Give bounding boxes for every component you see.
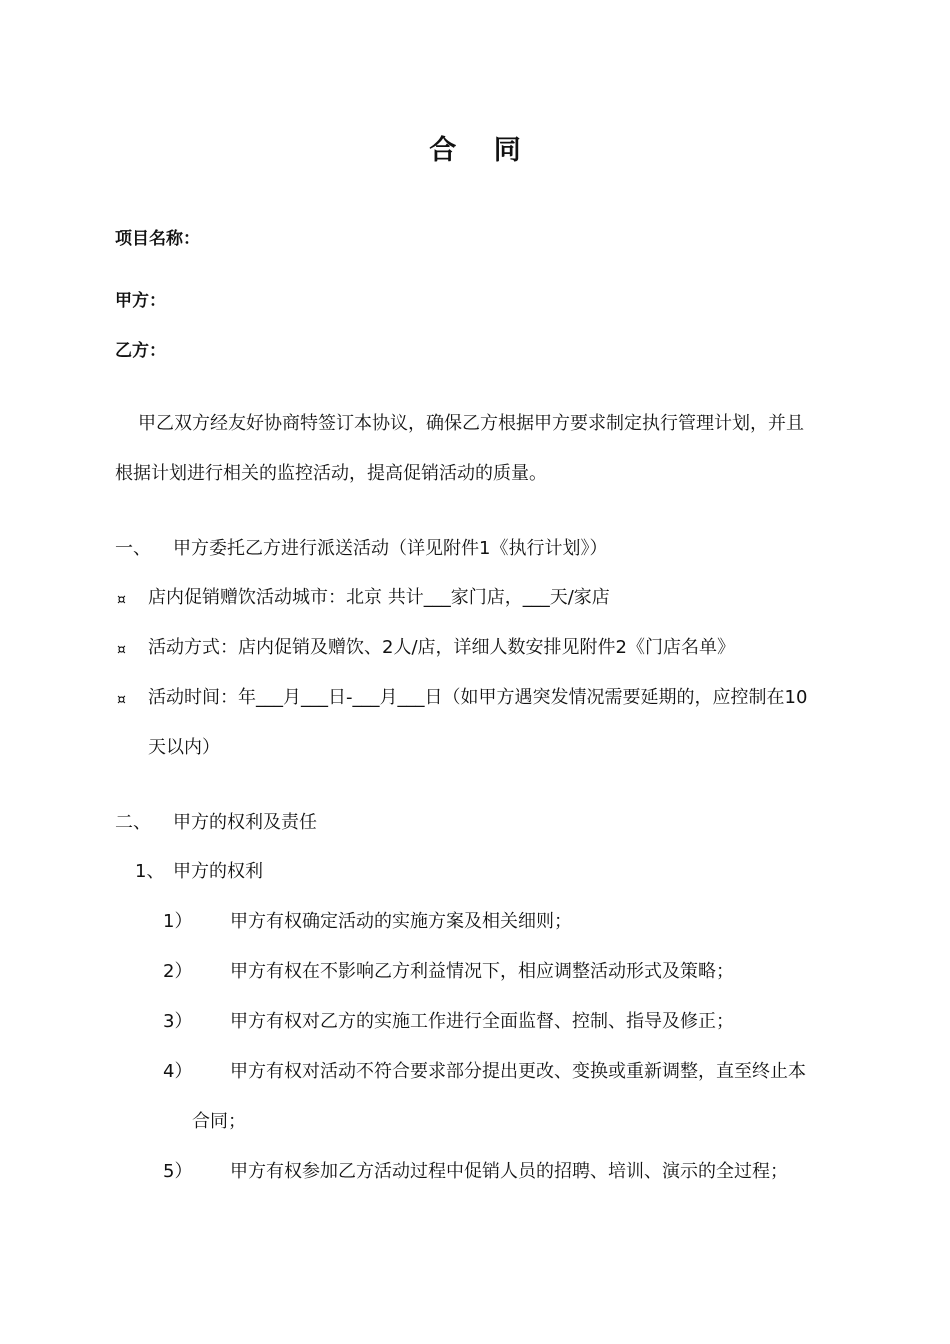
- list-item: 活动方式：店内促销及赠饮、2人/店，详细人数安排见附件2《门店名单》: [148, 637, 735, 658]
- list-item: 活动时间：年___月___日-___月___日（如甲方遇突发情况需要延期的，应控制在10: [148, 687, 808, 708]
- subsection-heading: 甲方的权利: [173, 861, 263, 882]
- party-a-label: 甲方：: [115, 291, 166, 311]
- bullet-icon: ¤: [117, 642, 126, 658]
- section-2-heading: 甲方的权利及责任: [173, 812, 317, 833]
- subsection-number: 1、: [135, 861, 165, 882]
- item-number: 2）: [163, 961, 193, 982]
- section-2-number: 二、: [115, 812, 151, 833]
- bullet-icon: ¤: [117, 692, 126, 708]
- list-item: 甲方有权对活动不符合要求部分提出更改、变换或重新调整，直至终止本: [230, 1061, 806, 1082]
- party-b-label: 乙方：: [115, 341, 166, 361]
- project-name-label: 项目名称：: [115, 229, 200, 249]
- section-1-number: 一、: [115, 538, 151, 559]
- list-item: 甲方有权参加乙方活动过程中促销人员的招聘、培训、演示的全过程；: [230, 1161, 788, 1182]
- section-1-heading: 甲方委托乙方进行派送活动（详见附件1《执行计划》）: [173, 538, 608, 559]
- item-number: 3）: [163, 1011, 193, 1032]
- list-item: 店内促销赠饮活动城市：北京 共计___家门店，___天/家店: [148, 587, 610, 608]
- list-item-continuation: 天以内）: [148, 737, 220, 758]
- bullet-icon: ¤: [117, 592, 126, 608]
- list-item: 甲方有权对乙方的实施工作进行全面监督、控制、指导及修正；: [230, 1011, 734, 1032]
- item-number: 4）: [163, 1061, 193, 1082]
- intro-paragraph-line-2: 根据计划进行相关的监控活动，提高促销活动的质量。: [115, 463, 547, 484]
- item-number: 1）: [163, 911, 193, 932]
- page-title: 合 同: [429, 135, 535, 166]
- intro-paragraph-line-1: 甲乙双方经友好协商特签订本协议，确保乙方根据甲方要求制定执行管理计划，并且: [138, 413, 804, 434]
- list-item: 甲方有权确定活动的实施方案及相关细则；: [230, 911, 572, 932]
- item-number: 5）: [163, 1161, 193, 1182]
- list-item-continuation: 合同；: [192, 1111, 246, 1132]
- list-item: 甲方有权在不影响乙方利益情况下，相应调整活动形式及策略；: [230, 961, 734, 982]
